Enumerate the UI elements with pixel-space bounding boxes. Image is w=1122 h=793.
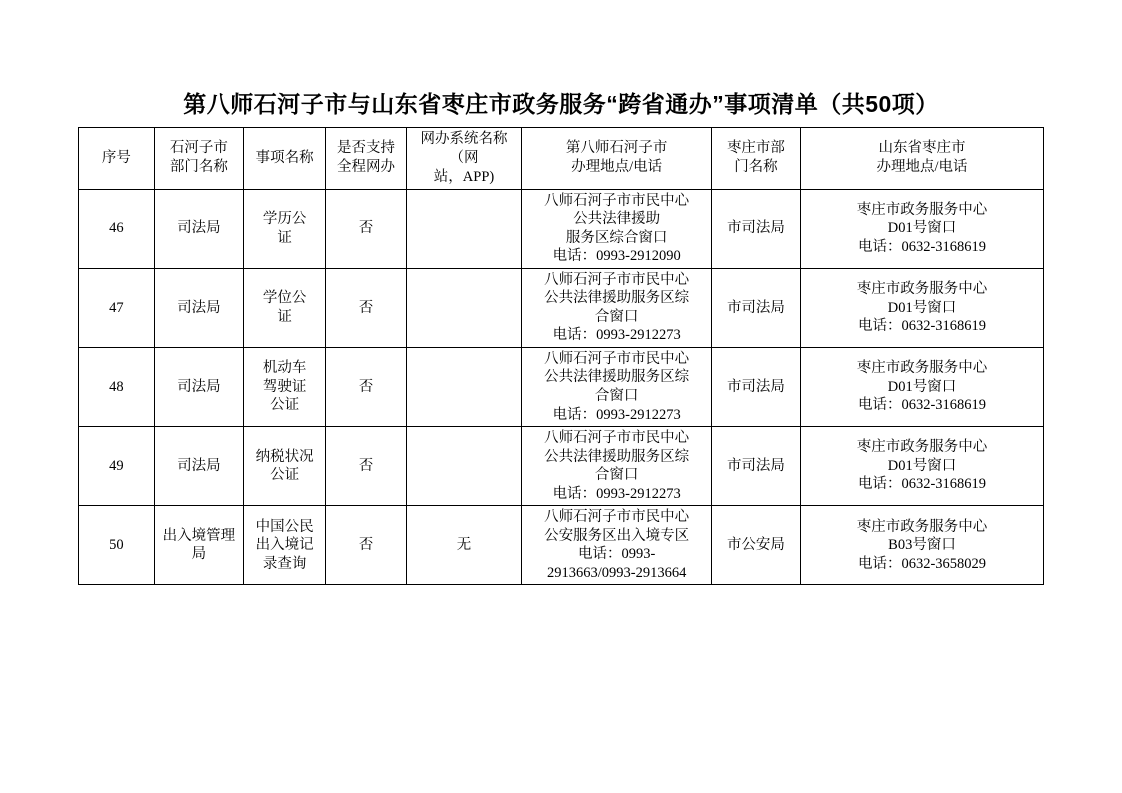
cell-item-name-lines: 机动车 驾驶证 公证 [262, 360, 307, 414]
cell-zaozhuang-location-lines: 枣庄市政务服务中心 D01号窗口 电话：0632-3168619 [856, 201, 988, 255]
cell-department-lines: 出入境管理 局 [162, 527, 236, 563]
header-zaozhuang-department [711, 128, 800, 190]
cell-online-support: 否 [326, 427, 406, 506]
cell-zaozhuang-location [801, 268, 1044, 347]
table-body [79, 189, 1044, 585]
table-row [79, 347, 1044, 426]
cell-item-name-lines: 学历公 证 [262, 211, 307, 246]
cell-system-name [406, 268, 522, 347]
cell-item-name [243, 189, 325, 268]
cell-seq: 50 [79, 506, 155, 585]
cell-online-support: 否 [326, 347, 406, 426]
cell-online-support: 否 [326, 268, 406, 347]
cell-system-name: 无 [406, 506, 522, 585]
header-system-name-lines: 网办系统名称（网 站，APP) [420, 131, 508, 185]
cell-item-name-lines: 学位公 证 [262, 290, 307, 325]
cell-department: 司法局 [154, 268, 243, 347]
table-header [79, 128, 1044, 190]
header-item-name [243, 128, 325, 190]
header-department [154, 128, 243, 190]
cell-item-name [243, 268, 325, 347]
cell-item-name [243, 427, 325, 506]
cross-province-items-table [78, 127, 1044, 585]
cell-shihezi-location-lines: 八师石河子市市民中心 公共法律援助服务区综 合窗口 电话：0993-2912273 [544, 430, 690, 502]
cell-seq: 47 [79, 268, 155, 347]
header-shihezi-location-lines: 第八师石河子市 办理地点/电话 [565, 140, 668, 176]
cell-zaozhuang-location-lines: 枣庄市政务服务中心 D01号窗口 电话：0632-3168619 [856, 439, 988, 493]
header-zaozhuang-location-lines: 山东省枣庄市 办理地点/电话 [876, 140, 968, 176]
table-row [79, 506, 1044, 585]
header-seq-lines: 序号 [101, 149, 131, 166]
header-item-name-lines: 事项名称 [255, 149, 314, 166]
cell-shihezi-location-lines: 八师石河子市市民中心 公安服务区出入境专区 电话：0993- 2913663/0993-2913664 [544, 509, 690, 581]
cell-zaozhuang-department: 市司法局 [711, 347, 800, 426]
cell-system-name [406, 347, 522, 426]
header-zaozhuang-department-lines: 枣庄市部 门名称 [726, 140, 785, 176]
cell-item-name [243, 347, 325, 426]
cell-seq: 46 [79, 189, 155, 268]
cell-zaozhuang-location [801, 427, 1044, 506]
cell-item-name-lines: 纳税状况 公证 [255, 448, 314, 484]
cell-department: 司法局 [154, 347, 243, 426]
cell-seq: 49 [79, 427, 155, 506]
table-row [79, 189, 1044, 268]
header-online-support-lines: 是否支持 全程网办 [336, 140, 395, 176]
cell-shihezi-location-lines: 八师石河子市市民中心 公共法律援助服务区综 合窗口 电话：0993-2912273 [544, 271, 690, 344]
cell-item-name-lines: 中国公民 出入境记 录查询 [255, 518, 314, 572]
cell-department: 司法局 [154, 427, 243, 506]
header-zaozhuang-location [801, 128, 1044, 190]
header-system-name [406, 128, 522, 190]
cell-shihezi-location [522, 347, 711, 426]
cell-shihezi-location [522, 189, 711, 268]
cell-zaozhuang-department: 市司法局 [711, 268, 800, 347]
header-online-support [326, 128, 406, 190]
cell-zaozhuang-location [801, 189, 1044, 268]
cell-system-name [406, 427, 522, 506]
cell-department: 司法局 [154, 189, 243, 268]
cell-zaozhuang-location-lines: 枣庄市政务服务中心 D01号窗口 电话：0632-3168619 [856, 280, 988, 335]
cell-item-name [243, 506, 325, 585]
cell-shihezi-location [522, 268, 711, 347]
cell-shihezi-location [522, 506, 711, 585]
cell-shihezi-location [522, 427, 711, 506]
cell-zaozhuang-location [801, 506, 1044, 585]
cell-shihezi-location-lines: 八师石河子市市民中心 公共法律援助 服务区综合窗口 电话：0993-2912090 [544, 192, 690, 265]
table-row [79, 427, 1044, 506]
cell-zaozhuang-department: 市公安局 [711, 506, 800, 585]
header-seq [79, 128, 155, 190]
table-row [79, 268, 1044, 347]
cell-zaozhuang-department: 市司法局 [711, 189, 800, 268]
cell-zaozhuang-location [801, 347, 1044, 426]
table-header-row [79, 128, 1044, 190]
cell-seq: 48 [79, 347, 155, 426]
cell-zaozhuang-department: 市司法局 [711, 427, 800, 506]
cell-shihezi-location-lines: 八师石河子市市民中心 公共法律援助服务区综 合窗口 电话：0993-2912273 [544, 350, 690, 423]
cell-department [154, 506, 243, 585]
cell-online-support: 否 [326, 506, 406, 585]
header-department-lines: 石河子市 部门名称 [169, 140, 228, 176]
cell-online-support: 否 [326, 189, 406, 268]
cell-system-name [406, 189, 522, 268]
header-shihezi-location [522, 128, 711, 190]
cell-zaozhuang-location-lines: 枣庄市政务服务中心 D01号窗口 电话：0632-3168619 [856, 360, 988, 414]
cell-zaozhuang-location-lines: 枣庄市政务服务中心 B03号窗口 电话：0632-3658029 [856, 518, 988, 572]
page-title: 第八师石河子市与山东省枣庄市政务服务“跨省通办”事项清单（共50项） [183, 91, 939, 117]
